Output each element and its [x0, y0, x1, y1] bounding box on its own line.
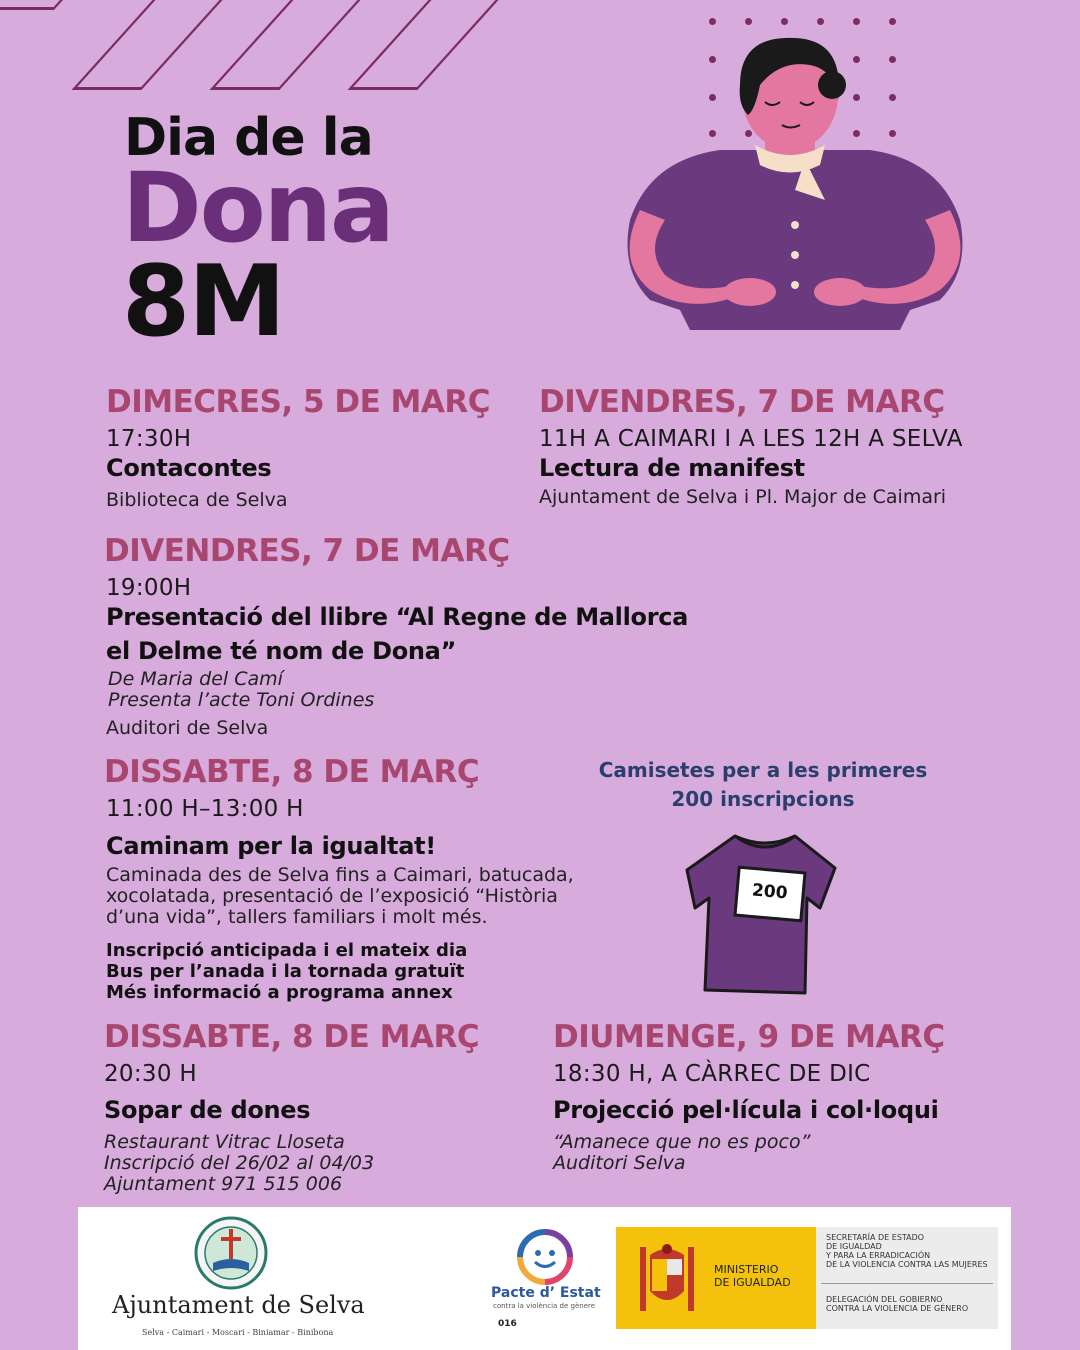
- event-2-time: 11H A CAIMARI I A LES 12H A SELVA: [539, 426, 963, 452]
- event-6-detail-line-1: “Amanece que no es poco”: [553, 1131, 811, 1153]
- tshirt-promo-text: [573, 756, 953, 814]
- pacte-subtitle: contra la violència de gènere: [493, 1302, 596, 1310]
- ministry-delegacion: DELEGACIÓN DEL GOBIERNO CONTRA LA VIOLENCIA DE GÉNERO: [826, 1295, 969, 1313]
- event-1-activity: Contacontes: [106, 454, 272, 482]
- tshirt-icon: [685, 828, 845, 998]
- event-3-activity-line-1: Presentació del llibre “Al Regne de Mallorca: [106, 603, 689, 631]
- pacte-estat-logo-icon: [510, 1227, 580, 1287]
- ajuntament-seal-icon: [193, 1215, 269, 1291]
- event-3-time: 19:00H: [106, 575, 192, 601]
- event-3-day: DIVENDRES, 7 DE MARÇ: [104, 533, 510, 569]
- ajuntament-towns: Selva - Caimari - Moscari - Biniamar - Binibona: [142, 1328, 334, 1337]
- ministry-divider: [821, 1283, 993, 1284]
- event-4-activity: Caminam per la igualtat!: [106, 832, 436, 860]
- event-3-activity-line-2: el Delme té nom de Dona”: [106, 637, 457, 665]
- slash-decoration: [0, 0, 126, 10]
- event-4-note-line: Bus per l’anada i la tornada gratuït: [106, 961, 465, 982]
- event-2-place: Ajuntament de Selva i Pl. Major de Caimari: [539, 486, 947, 508]
- title-line-2: Dona: [122, 152, 393, 264]
- title-line-3: 8M: [122, 245, 284, 359]
- event-3-detail-line-1: De Maria del Camí: [108, 668, 283, 690]
- event-6-day: DIUMENGE, 9 DE MARÇ: [553, 1019, 945, 1055]
- event-4-description: [106, 865, 586, 928]
- event-3-place: Auditori de Selva: [106, 717, 269, 739]
- slash-decoration: [347, 0, 534, 90]
- event-4-day: DISSABTE, 8 DE MARÇ: [104, 754, 480, 790]
- event-1-day: DIMECRES, 5 DE MARÇ: [106, 384, 491, 420]
- event-4-note-line: Inscripció anticipada i el mateix dia: [106, 940, 468, 961]
- ajuntament-name: Ajuntament de Selva: [112, 1291, 365, 1319]
- event-5-activity: Sopar de dones: [104, 1096, 311, 1124]
- event-6-time: 18:30 H, A CÀRREC DE DIC: [553, 1061, 871, 1087]
- event-1-place: Biblioteca de Selva: [106, 489, 288, 511]
- tshirt-number: 200: [751, 880, 789, 904]
- pacte-title: Pacte d’ Estat: [491, 1285, 601, 1301]
- promo-line-2: 200 inscripcions: [671, 787, 855, 811]
- event-5-time: 20:30 H: [104, 1061, 197, 1087]
- sponsors-footer: [78, 1207, 1011, 1350]
- event-5-detail-line-2: Inscripció del 26/02 al 04/03: [104, 1152, 375, 1174]
- event-5-detail-line-3: Ajuntament 971 515 006: [104, 1173, 343, 1195]
- pacte-phone: 016: [498, 1319, 517, 1329]
- event-3-detail-line-2: Presenta l’acte Toni Ordines: [108, 689, 375, 711]
- event-6-activity: Projecció pel·lícula i col·loqui: [553, 1096, 939, 1124]
- event-4-note-line: Més informació a programa annex: [106, 982, 453, 1003]
- promo-line-1: Camisetes per a les primeres: [598, 758, 928, 782]
- ministry-name: MINISTERIO DE IGUALDAD: [714, 1263, 791, 1289]
- event-2-activity: Lectura de manifest: [539, 454, 805, 482]
- event-2-day: DIVENDRES, 7 DE MARÇ: [539, 384, 945, 420]
- event-4-notes: [106, 940, 586, 1003]
- title-line-1: Dia de la: [124, 108, 373, 168]
- event-4-description-line: Caminada des de Selva fins a Caimari, batucada,: [106, 864, 574, 886]
- spain-coat-of-arms-icon: [630, 1241, 704, 1317]
- event-1-time: 17:30H: [106, 426, 192, 452]
- event-5-day: DISSABTE, 8 DE MARÇ: [104, 1019, 480, 1055]
- event-6-detail-line-2: Auditori Selva: [553, 1152, 686, 1174]
- ministry-logo: [616, 1227, 998, 1329]
- event-4-description-line: xocolatada, presentació de l’exposició “Història: [106, 885, 558, 907]
- event-4-description-line: d’una vida”, tallers familiars i molt més.: [106, 906, 488, 928]
- event-4-time: 11:00 H–13:00 H: [106, 796, 304, 822]
- ministry-secretaria: SECRETARÍA DE ESTADO DE IGUALDAD Y PARA LA ERRADICACIÓN DE LA VIOLENCIA CONTRA LAS MUJERES: [826, 1233, 988, 1269]
- woman-illustration: [610, 30, 980, 330]
- event-5-detail-line-1: Restaurant Vitrac Lloseta: [104, 1131, 345, 1153]
